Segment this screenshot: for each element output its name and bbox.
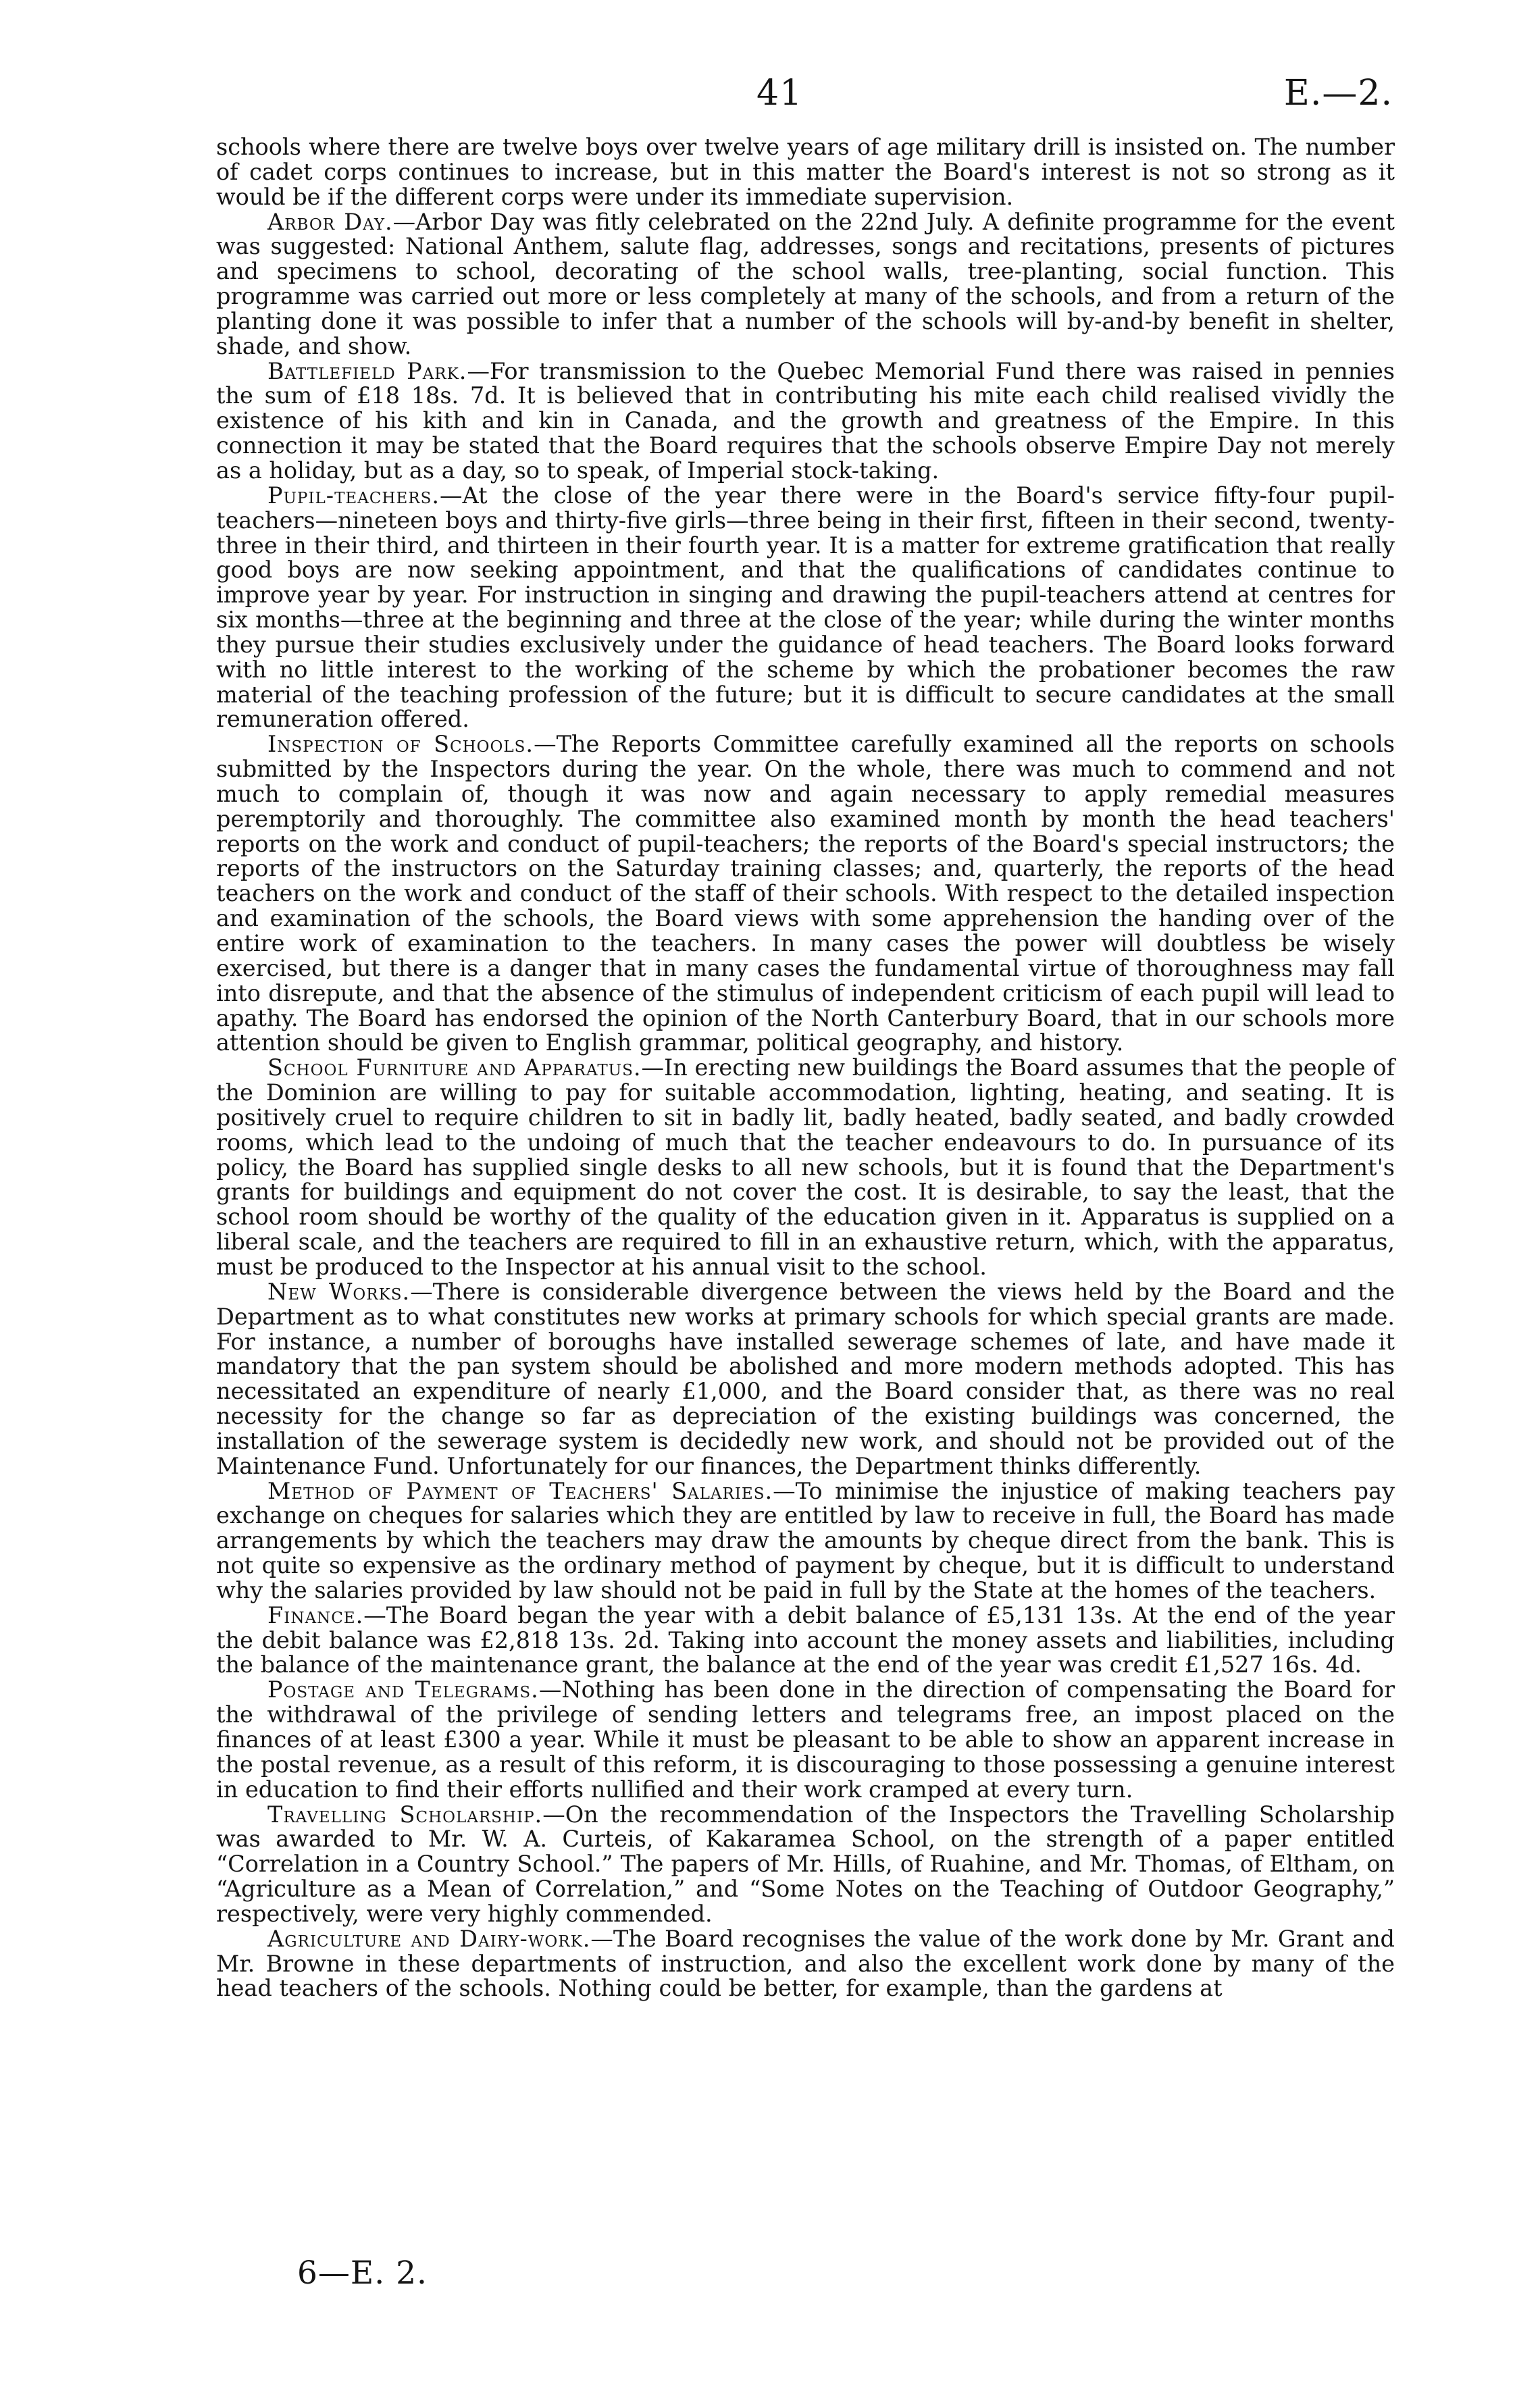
paragraph-text: —In erecting new buildings the Board assumes that the people of the Dominion are willing to pay for suitable accommodation, lighting, heating, and seating. It is positively cruel to require children to sit in badly lit, badly heated, badly seated, and badly crowded rooms, which lead to the undoing of much that the teacher endeavours to do. In pursuance of its policy, the Board has supplied single desks to all new schools, but it is found that the Department's grants for buildings and equipment do not cover the cost. It is desirable, to say the least, that the school room should be worthy of the quality of the education given in it. Apparatus is supplied on a liberal scale, and the teachers are required to fill in an exhaustive return, which, with the apparatus, must be produced to the Inspector at his annual visit to the school. [216, 1054, 1395, 1280]
section-heading-school-furniture: School Furniture and Apparatus. [267, 1054, 642, 1081]
paragraph-text: —Nothing has been done in the direction of compensating the Board for the withdrawal of the privilege of sending letters and telegrams free, an impost placed on the finances of at least £300 a year. While it must be pleasant to be able to show an apparent increase in the postal revenue, as a result of this reform, it is discouraging to those possessing a genuine interest in education to find their efforts nullified and their work cramped at every turn. [216, 1676, 1395, 1803]
section-heading-travelling-scholarship: Travelling Scholarship. [267, 1801, 543, 1828]
paragraph-postage-and-telegrams [216, 1678, 1395, 1802]
paragraph-new-works [216, 1280, 1395, 1479]
paragraph-text: —There is considerable divergence between the views held by the Board and the Department as to what constitutes new works at primary schools for which special grants are made. For instance, a number of boroughs have installed sewerage schemes of late, and have made it mandatory that the pan system should be abolished and more modern methods adopted. This has necessitated an expenditure of nearly £1,000, and the Board consider that, as there was no real necessity for the change so far as depreciation of the existing buildings was concerned, the installation of the sewerage system is decidedly new work, and should not be provided out of the Maintenance Fund. Unfortunately for our finances, the Department thinks differently. [216, 1278, 1395, 1479]
section-heading-agriculture-and-dairy-work: Agriculture and Dairy-work. [267, 1925, 591, 1952]
body-text [216, 135, 1395, 2001]
page-number: 41 [756, 73, 803, 113]
paragraph-pupil-teachers [216, 484, 1395, 732]
section-heading-pupil-teachers: Pupil-teachers. [267, 482, 440, 509]
paragraph-text: schools where there are twelve boys over twelve years of age military drill is insisted on. The number of cadet corps continues to increase, but in this matter the Board's interest is not so strong as it would be if the different corps were under its immediate supervision. [216, 134, 1395, 210]
paragraph-text: —To minimise the injustice of making teachers pay exchange on cheques for salaries which they are entitled by law to receive in full, the Board has made arrangements by which the teachers may draw the amounts by cheque direct from the bank. This is not quite so expensive as the ordinary method of payment by cheque, but it is difficult to understand why the salaries provided by law should not be paid in full by the State at the homes of the teachers. [216, 1477, 1395, 1603]
paragraph-text: —For transmission to the Quebec Memorial Fund there was raised in pennies the sum of £18 18s. 7d. It is believed that in contributing his mite each child realised vividly the existence of his kith and kin in Canada, and the growth and greatness of the Empire. In this connection it may be stated that the Board requires that the schools observe Empire Day not merely as a holiday, but as a day, so to speak, of Imperial stock-taking. [216, 357, 1395, 484]
paragraph-text: —Arbor Day was fitly celebrated on the 22nd July. A definite programme for the event was suggested: National Anthem, salute flag, addresses, songs and recitations, presents of pictures and specimens to school, decorating of the school walls, tree-planting, social function. This programme was carried out more or less completely at many of the schools, and from a return of the planting done it was possible to infer that a number of the schools will by-and-by benefit in shelter, shade, and show. [216, 208, 1395, 359]
section-heading-postage-and-telegrams: Postage and Telegrams. [267, 1676, 539, 1703]
section-heading-new-works: New Works. [267, 1278, 411, 1305]
section-heading-inspection-of-schools: Inspection of Schools. [267, 731, 534, 758]
paragraph-text: —On the recommendation of the Inspectors the Travelling Scholarship was awarded to Mr. W. A. Curteis, of Kakaramea School, on the strength of a paper entitled “Correlation in a Country School.” The papers of Mr. Hills, of Ruahine, and Mr. Thomas, of Eltham, on “Agriculture as a Mean of Correlation,” and “Some Notes on the Teaching of Outdoor Geography,” respectively, were very highly commended. [216, 1801, 1395, 1927]
paragraph-text: —The Board recognises the value of the work done by Mr. Grant and Mr. Browne in these departments of instruction, and also the excellent work done by many of the head teachers of the schools. Nothing could be better, for example, than the gardens at [216, 1925, 1395, 2002]
paragraph-school-furniture [216, 1056, 1395, 1280]
document-reference: E.—2. [1283, 73, 1393, 113]
paragraph-military-drill [216, 135, 1395, 210]
paragraph-inspection-of-schools [216, 732, 1395, 1056]
paragraph-text: —At the close of the year there were in the Board's service fifty-four pupil-teachers—nineteen boys and thirty-five girls—three being in their first, fifteen in their second, twenty-three in their third, and thirteen in their fourth year. It is a matter for extreme gratification that really good boys are now seeking appointment, and that the qualifications of candidates continue to improve year by year. For instruction in singing and drawing the pupil-teachers attend at centres for six months—three at the beginning and three at the close of the year; while during the winter months they pursue their studies exclusively under the guidance of head teachers. The Board looks forward with no little interest to the working of the scheme by which the probationer becomes the raw material of the teaching profession of the future; but it is difficult to secure candidates at the small remuneration offered. [216, 482, 1395, 733]
paragraph-battlefield-park [216, 359, 1395, 484]
paragraph-agriculture-and-dairy-work [216, 1927, 1395, 2002]
paragraph-text: —The Board began the year with a debit balance of £5,131 13s. At the end of the year the debit balance was £2,818 13s. 2d. Taking into account the money assets and liabilities, including the balance of the maintenance grant, the balance at the end of the year was credit £1,527 16s. 4d. [216, 1601, 1395, 1678]
paragraph-arbor-day [216, 210, 1395, 359]
paragraph-finance [216, 1603, 1395, 1678]
paragraph-travelling-scholarship [216, 1803, 1395, 1927]
section-heading-finance: Finance. [267, 1601, 364, 1628]
section-heading-arbor-day: Arbor Day. [267, 208, 393, 235]
paragraph-text: —The Reports Committee carefully examined all the reports on schools submitted by the Inspectors during the year. On the whole, there was much to commend and not much to complain of, though it was now and again necessary to apply remedial measures peremptorily and thoroughly. The committee also examined month by month the head teachers' reports on the work and conduct of pupil-teachers; the reports of the Board's special instructors; the reports of the instructors on the Saturday training classes; and, quarterly, the reports of the head teachers on the work and conduct of the staff of their schools. With respect to the detailed inspection and examination of the schools, the Board views with some apprehension the handing over of the entire work of examination to the teachers. In many cases the power will doubtless be wisely exercised, but there is a danger that in many cases the fundamental virtue of thoroughness may fall into disrepute, and that the absence of the stimulus of independent criticism of each pupil will lead to apathy. The Board has endorsed the opinion of the North Canterbury Board, that in our schools more attention should be given to English grammar, political geography, and history. [216, 731, 1395, 1056]
paragraph-method-of-payment [216, 1479, 1395, 1603]
section-heading-method-of-payment: Method of Payment of Teachers' Salaries. [267, 1477, 773, 1504]
section-heading-battlefield-park: Battlefield Park. [267, 357, 467, 384]
footer-signature: 6—E. 2. [297, 2255, 428, 2292]
